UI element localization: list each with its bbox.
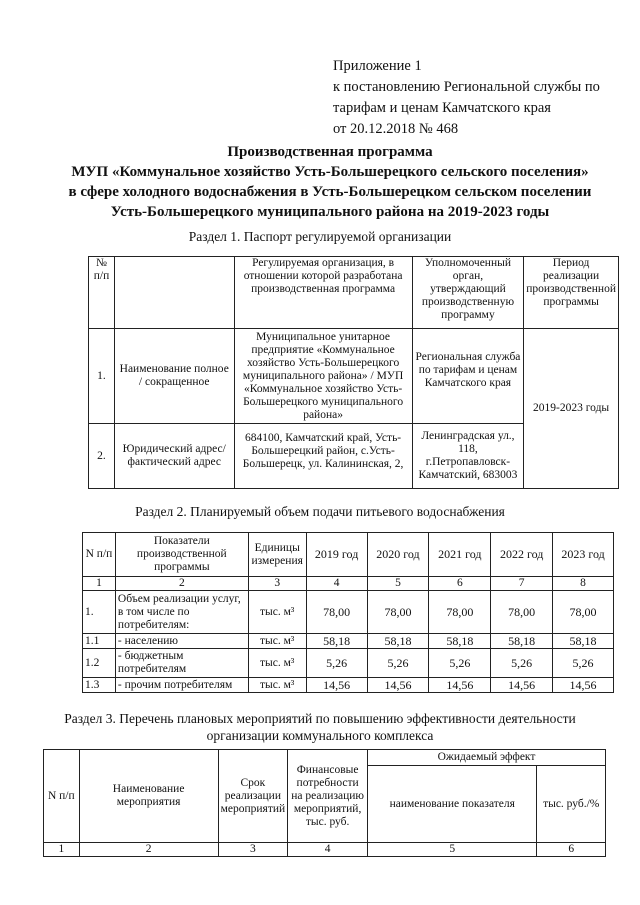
- measures-table: [43, 749, 606, 857]
- col-number: 5: [368, 843, 537, 857]
- header-term: Срок реализации мероприятий: [218, 750, 288, 843]
- appendix-line: к постановлению Региональной службы по: [333, 79, 600, 95]
- col-number: 5: [367, 577, 429, 591]
- org-name: Муниципальное унитарное предприятие «Коммунальное хозяйство Усть-Большерецкого муниципального района» / МУП «Коммунальное хозяйство Усть-Большерецкого муниципального района»: [234, 329, 412, 424]
- org-address: 684100, Камчатский край, Усть-Большерецкий район, с.Усть-Большерецк, ул. Калининская, 2,: [234, 424, 412, 489]
- row-unit: тыс. м³: [248, 649, 306, 678]
- row-unit: тыс. м³: [248, 634, 306, 649]
- appendix-line: от 20.12.2018 № 468: [333, 121, 459, 137]
- header-finance: Финансовые потребности на реализацию мероприятий, тыс. руб.: [288, 750, 368, 843]
- row-value: 58,18: [306, 634, 367, 649]
- passport-table: [88, 256, 619, 489]
- row-value: 14,56: [553, 678, 614, 693]
- row-unit: тыс. м³: [248, 678, 306, 693]
- row-value: 14,56: [367, 678, 429, 693]
- appendix-line: Приложение 1: [333, 58, 422, 74]
- table-row: [83, 634, 614, 649]
- header-year: 2020 год: [367, 533, 429, 577]
- row-value: 14,56: [306, 678, 367, 693]
- row-name: - бюджетным потребителям: [115, 649, 248, 678]
- col-number: 8: [553, 577, 614, 591]
- section2-heading: Раздел 2. Планируемый объем подачи питьевого водоснабжения: [135, 504, 505, 519]
- table-header-row: [44, 750, 606, 766]
- header-org: Регулируемая организация, в отношении которой разработана производственная программа: [234, 257, 412, 329]
- header-year: 2022 год: [491, 533, 553, 577]
- volume-table: [82, 532, 614, 693]
- section3-heading-line: организации коммунального комплекса: [206, 728, 434, 743]
- col-number: 3: [218, 843, 288, 857]
- row-value: 78,00: [429, 591, 491, 634]
- period-value: 2019-2023 годы: [524, 329, 619, 489]
- authority-name: Региональная служба по тарифам и ценам Камчатского края: [412, 329, 524, 424]
- header-empty: [114, 257, 234, 329]
- row-value: 78,00: [306, 591, 367, 634]
- title-line: в сфере холодного водоснабжения в Усть-Большерецком сельском поселении: [68, 184, 592, 200]
- row-value: 5,26: [429, 649, 491, 678]
- section3-heading: [0, 710, 640, 744]
- row-name: - прочим потребителям: [115, 678, 248, 693]
- row-label: Юридический адрес/фактический адрес: [114, 424, 234, 489]
- title-line: Усть-Большерецкого муниципального района на 2019-2023 годы: [110, 204, 550, 220]
- column-number-row: [83, 577, 614, 591]
- header-num: N п/п: [44, 750, 80, 843]
- row-num: 1.3: [83, 678, 116, 693]
- table-header-row: [89, 257, 619, 329]
- row-num: 1.: [89, 329, 115, 424]
- header-year: 2023 год: [553, 533, 614, 577]
- appendix-block: [333, 56, 600, 140]
- header-year: 2021 год: [429, 533, 491, 577]
- header-unit: Единицы измерения: [248, 533, 306, 577]
- table-row: [83, 678, 614, 693]
- row-num: 1.: [83, 591, 116, 634]
- col-number: 1: [83, 577, 116, 591]
- col-number: 6: [429, 577, 491, 591]
- header-effect: Ожидаемый эффект: [368, 750, 606, 766]
- row-value: 14,56: [429, 678, 491, 693]
- column-number-row: [44, 843, 606, 857]
- header-authority: Уполномоченный орган, утверждающий производственную программу: [412, 257, 524, 329]
- col-number: 4: [306, 577, 367, 591]
- table-row: [83, 591, 614, 634]
- header-name: Наименование мероприятия: [79, 750, 218, 843]
- row-value: 78,00: [553, 591, 614, 634]
- row-value: 58,18: [553, 634, 614, 649]
- table-header-row: [83, 533, 614, 577]
- row-label: Наименование полное / сокращенное: [114, 329, 234, 424]
- header-period: Период реализации производственной программы: [524, 257, 619, 329]
- row-value: 58,18: [491, 634, 553, 649]
- col-number: 7: [491, 577, 553, 591]
- col-number: 2: [79, 843, 218, 857]
- row-num: 2.: [89, 424, 115, 489]
- row-num: 1.2: [83, 649, 116, 678]
- col-number: 2: [115, 577, 248, 591]
- table-row: [89, 329, 619, 424]
- row-value: 5,26: [367, 649, 429, 678]
- row-value: 14,56: [491, 678, 553, 693]
- row-value: 5,26: [491, 649, 553, 678]
- row-value: 5,26: [553, 649, 614, 678]
- title-line: Производственная программа: [227, 144, 433, 160]
- col-number: 3: [248, 577, 306, 591]
- row-value: 5,26: [306, 649, 367, 678]
- header-year: 2019 год: [306, 533, 367, 577]
- col-number: 4: [288, 843, 368, 857]
- row-name: - населению: [115, 634, 248, 649]
- title-line: МУП «Коммунальное хозяйство Усть-Большерецкого сельского поселения»: [71, 164, 589, 180]
- header-num: № п/п: [89, 257, 115, 329]
- col-number: 6: [537, 843, 606, 857]
- section3-heading-line: Раздел 3. Перечень плановых мероприятий по повышению эффективности деятельности: [64, 711, 576, 726]
- row-value: 58,18: [367, 634, 429, 649]
- row-value: 78,00: [367, 591, 429, 634]
- table-row: [83, 649, 614, 678]
- row-name: Объем реализации услуг, в том числе по потребителям:: [115, 591, 248, 634]
- document-title: [20, 142, 640, 222]
- header-effect-name: наименование показателя: [368, 766, 537, 843]
- authority-address: Ленинградская ул., 118, г.Петропавловск-Камчатский, 683003: [412, 424, 524, 489]
- header-indicator: Показатели производственной программы: [115, 533, 248, 577]
- section1-heading: Раздел 1. Паспорт регулируемой организации: [188, 229, 452, 244]
- row-value: 58,18: [429, 634, 491, 649]
- header-num: N п/п: [83, 533, 116, 577]
- col-number: 1: [44, 843, 80, 857]
- appendix-line: тарифам и ценам Камчатского края: [333, 100, 551, 116]
- header-effect-value: тыс. руб./%: [537, 766, 606, 843]
- row-value: 78,00: [491, 591, 553, 634]
- row-num: 1.1: [83, 634, 116, 649]
- row-unit: тыс. м³: [248, 591, 306, 634]
